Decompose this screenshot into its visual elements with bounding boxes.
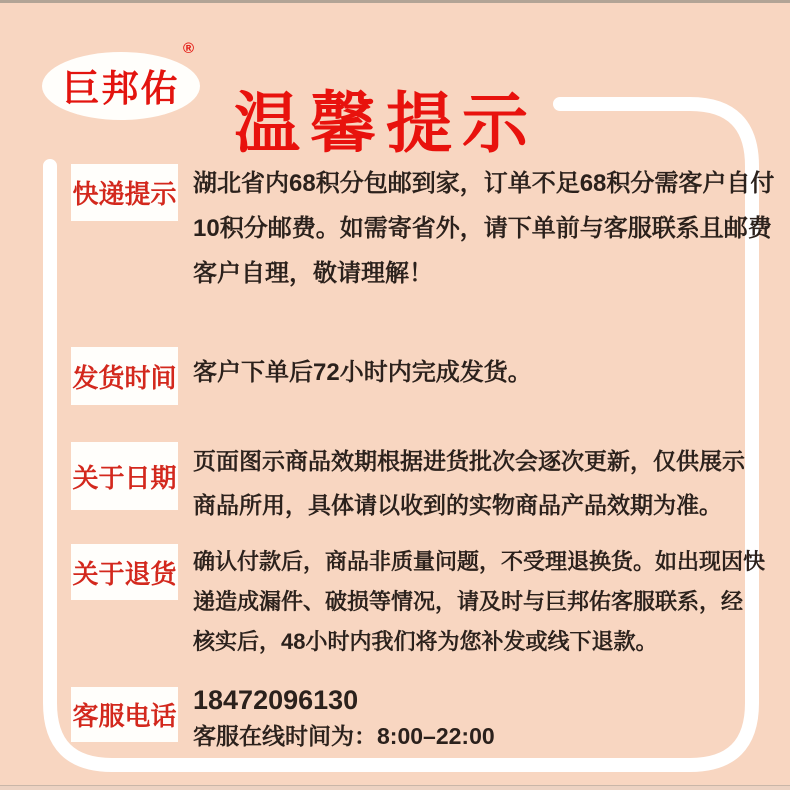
registered-trademark-icon: ® (183, 40, 195, 57)
top-edge-divider (0, 0, 790, 3)
bottom-edge-divider (0, 785, 790, 790)
section-content (193, 542, 765, 662)
content-line: 递造成漏件、破损等情况，请及时与巨邦佑客服联系，经 (193, 589, 744, 614)
content-line: 客户自理，敬请理解！ (193, 260, 433, 287)
section-content (193, 161, 774, 296)
section-label-badge: 关于日期 (71, 442, 178, 510)
section-label-badge: 客服电话 (71, 687, 178, 742)
page-title: 温馨提示 (234, 86, 538, 161)
content-line: 核实后，48小时内我们将为您补发或线下退款。 (193, 629, 658, 654)
section-label-badge: 关于退货 (71, 544, 178, 600)
content-line: 确认付款后，商品非质量问题，不受理退换货。如出现因快 (193, 549, 766, 574)
content-line: 页面图示商品效期根据进货批次会逐次更新，仅供展示 (193, 448, 745, 474)
section-content (193, 358, 532, 388)
section-label-badge: 快递提示 (71, 164, 178, 221)
content-line: 客户下单后72小时内完成发货。 (193, 359, 532, 386)
content-line: 商品所用，具体请以收到的实物商品产品效期为准。 (193, 492, 722, 518)
customer-service-hours: 客服在线时间为：8:00–22:00 (193, 723, 495, 749)
brand-logo (42, 52, 200, 120)
brand-name: 巨邦佑 (62, 68, 180, 109)
section-content (193, 439, 745, 527)
customer-service-phone: 18472096130 (193, 685, 359, 715)
content-line: 湖北省内68积分包邮到家，订单不足68积分需客户自付 (193, 170, 775, 197)
section-label-badge: 发货时间 (71, 347, 178, 405)
content-line: 10积分邮费。如需寄省外，请下单前与客服联系且邮费 (193, 215, 772, 242)
